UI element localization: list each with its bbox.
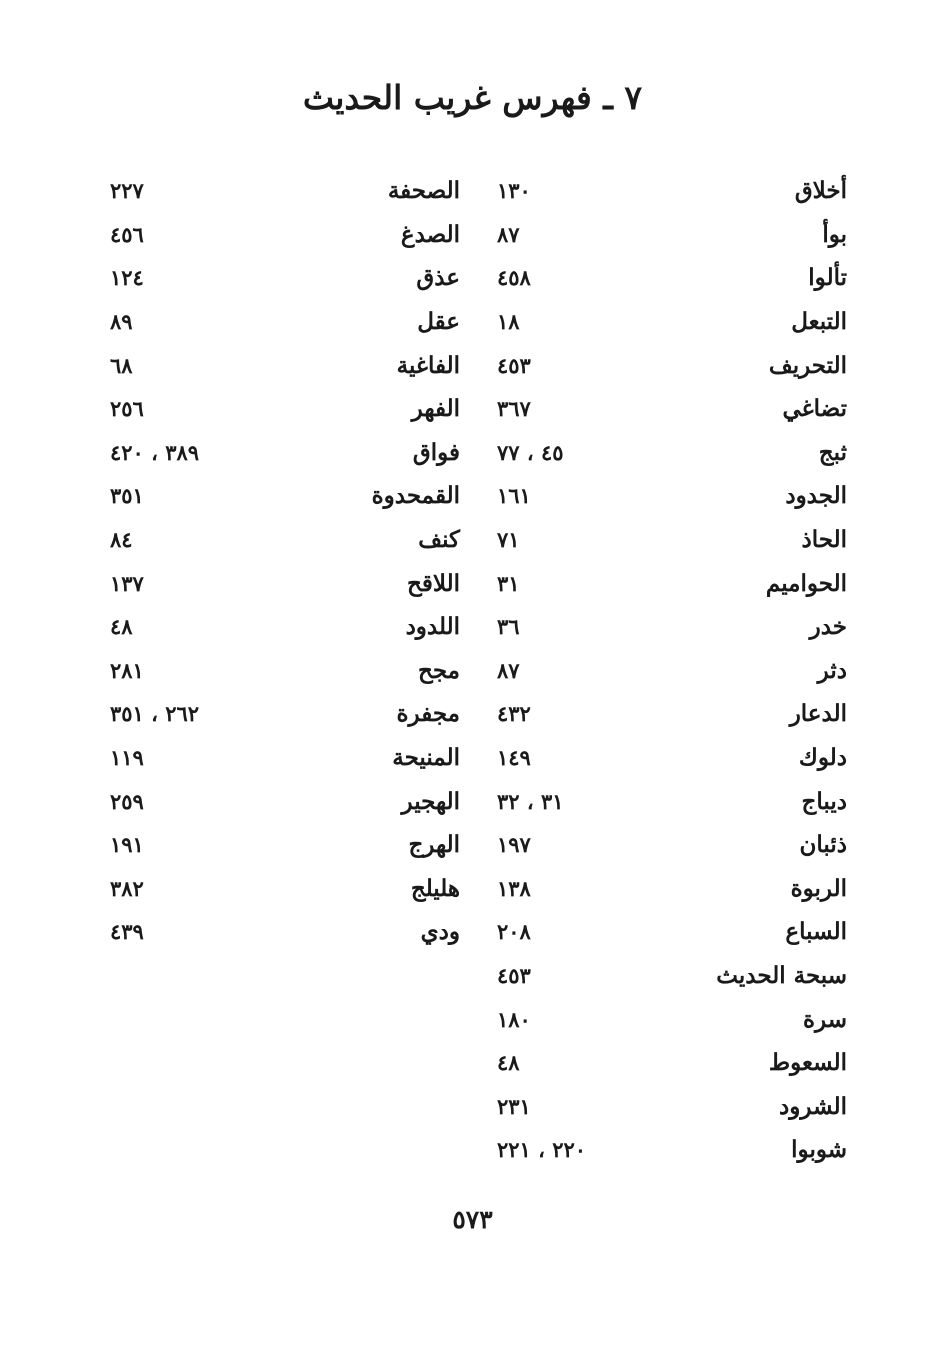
index-entry (497, 300, 847, 344)
index-entry (110, 561, 460, 605)
index-entry (497, 605, 847, 649)
index-pages: ١٩١ (110, 832, 144, 858)
index-term: سرة (802, 1005, 847, 1033)
index-entry (497, 431, 847, 475)
index-entry (110, 867, 460, 911)
index-pages: ٤٥ ، ٧٧ (497, 439, 564, 465)
index-pages: ٤٥٨ (497, 265, 531, 291)
index-entry (110, 910, 460, 954)
index-entry (497, 1041, 847, 1085)
index-pages: ٧١ (497, 527, 520, 553)
index-term: ثبج (818, 438, 847, 466)
index-pages: ٢٥٦ (110, 396, 144, 422)
index-term: تألوا (808, 264, 847, 292)
index-term: دثر (817, 656, 847, 684)
index-entry (110, 779, 460, 823)
index-pages: ٤٥٦ (110, 221, 144, 247)
index-entry (497, 736, 847, 780)
index-entry (497, 867, 847, 911)
index-pages: ٢٦٢ ، ٣٥١ (110, 701, 200, 727)
index-term: اللاقح (407, 569, 460, 597)
index-term: القمحدوة (371, 482, 460, 510)
index-term: التبعل (791, 308, 847, 336)
index-term: سبحة الحديث (716, 961, 847, 989)
index-term: مجفرة (396, 700, 460, 728)
index-term: أخلاق (794, 177, 847, 205)
index-entry (497, 823, 847, 867)
index-pages: ٦٨ (110, 352, 133, 378)
index-pages: ٣٥١ (110, 483, 144, 509)
index-pages: ١٤٩ (497, 745, 531, 771)
index-entry (110, 213, 460, 257)
index-term: خدر (809, 613, 847, 641)
index-entry (110, 649, 460, 693)
index-entry (497, 518, 847, 562)
index-term: الصدغ (400, 220, 460, 248)
index-entry (497, 692, 847, 736)
index-pages: ٣٨٢ (110, 875, 144, 901)
index-entry (110, 256, 460, 300)
index-term: دلوك (798, 744, 847, 772)
index-entry (110, 343, 460, 387)
index-entry (497, 1084, 847, 1128)
index-term: التحريف (768, 351, 847, 379)
index-entry (497, 954, 847, 998)
index-term: ديباج (801, 787, 847, 815)
index-entry (110, 736, 460, 780)
index-pages: ١٢٤ (110, 265, 144, 291)
index-pages: ٣١ (497, 570, 520, 596)
index-pages: ٤٨ (110, 614, 133, 640)
index-term: السعوط (768, 1049, 847, 1077)
index-entry (497, 779, 847, 823)
index-term: بوأ (822, 220, 847, 248)
index-term: السباع (785, 918, 847, 946)
index-pages: ١٨٠ (497, 1006, 531, 1032)
index-entry (110, 169, 460, 213)
index-pages: ٢٢٠ ، ٢٢١ (497, 1137, 587, 1163)
index-pages: ٣٨٩ ، ٤٢٠ (110, 439, 200, 465)
index-pages: ٤٨ (497, 1050, 520, 1076)
index-term: الحاذ (801, 526, 847, 554)
index-entry (497, 561, 847, 605)
index-term: الهرج (408, 831, 460, 859)
index-term: كنف (418, 526, 460, 554)
index-term: شوبوا (791, 1136, 847, 1164)
index-pages: ٢٨١ (110, 657, 144, 683)
index-term: هليلج (410, 874, 460, 902)
page-number: ٥٧٣ (452, 1205, 493, 1234)
index-pages: ٤٣٩ (110, 919, 144, 945)
index-term: اللدود (405, 613, 460, 641)
index-term: عقل (417, 308, 460, 336)
index-term: الفهر (411, 395, 460, 423)
index-entry (110, 823, 460, 867)
index-pages: ١٨ (497, 309, 520, 335)
index-term: الهجير (401, 787, 460, 815)
index-entry (497, 474, 847, 518)
index-term: تضاغي (782, 395, 847, 423)
index-term: ودي (420, 918, 460, 946)
index-entry (497, 997, 847, 1041)
index-entry (497, 213, 847, 257)
index-pages: ٢٠٨ (497, 919, 531, 945)
index-entry (497, 1128, 847, 1172)
index-entry (497, 256, 847, 300)
index-pages: ١٦١ (497, 483, 531, 509)
index-pages: ٣٦ (497, 614, 520, 640)
index-pages: ٨٧ (497, 657, 520, 683)
index-term: عذق (416, 264, 460, 292)
index-pages: ٣١ ، ٣٢ (497, 788, 564, 814)
index-pages: ٨٩ (110, 309, 133, 335)
index-pages: ٨٤ (110, 527, 133, 553)
index-pages: ١٣٧ (110, 570, 144, 596)
index-entry (497, 387, 847, 431)
index-pages: ٤٣٢ (497, 701, 531, 727)
index-pages: ٤٥٣ (497, 352, 531, 378)
index-term: مجح (417, 656, 460, 684)
index-pages: ٨٧ (497, 221, 520, 247)
index-pages: ١٣٨ (497, 875, 531, 901)
index-entry (110, 692, 460, 736)
index-term: الدعار (789, 700, 847, 728)
index-term: الشرود (779, 1092, 847, 1120)
index-term: المنيحة (392, 744, 460, 772)
index-column-left (110, 169, 460, 954)
index-term: فواق (412, 438, 460, 466)
index-term: ذئبان (799, 831, 847, 859)
index-pages: ٢٢٧ (110, 178, 144, 204)
index-entry (110, 518, 460, 562)
index-column-right (497, 169, 847, 1172)
index-term: الفاغية (396, 351, 460, 379)
index-term: الجدود (785, 482, 847, 510)
index-entry (110, 300, 460, 344)
index-term: الحواميم (765, 569, 847, 597)
index-pages: ٣٦٧ (497, 396, 531, 422)
index-entry (110, 387, 460, 431)
index-entry (110, 431, 460, 475)
index-term: الربوة (790, 874, 847, 902)
index-pages: ١١٩ (110, 745, 144, 771)
index-entry (497, 910, 847, 954)
index-pages: ١٣٠ (497, 178, 531, 204)
index-pages: ٤٥٣ (497, 962, 531, 988)
index-entry (497, 649, 847, 693)
page-title: ٧ ـ فهرس غريب الحديث (302, 78, 643, 117)
index-pages: ٢٥٩ (110, 788, 144, 814)
index-entry (497, 169, 847, 213)
index-entry (497, 343, 847, 387)
index-pages: ٢٣١ (497, 1093, 531, 1119)
index-term: الصحفة (387, 177, 460, 205)
index-entry (110, 474, 460, 518)
index-entry (110, 605, 460, 649)
index-pages: ١٩٧ (497, 832, 531, 858)
